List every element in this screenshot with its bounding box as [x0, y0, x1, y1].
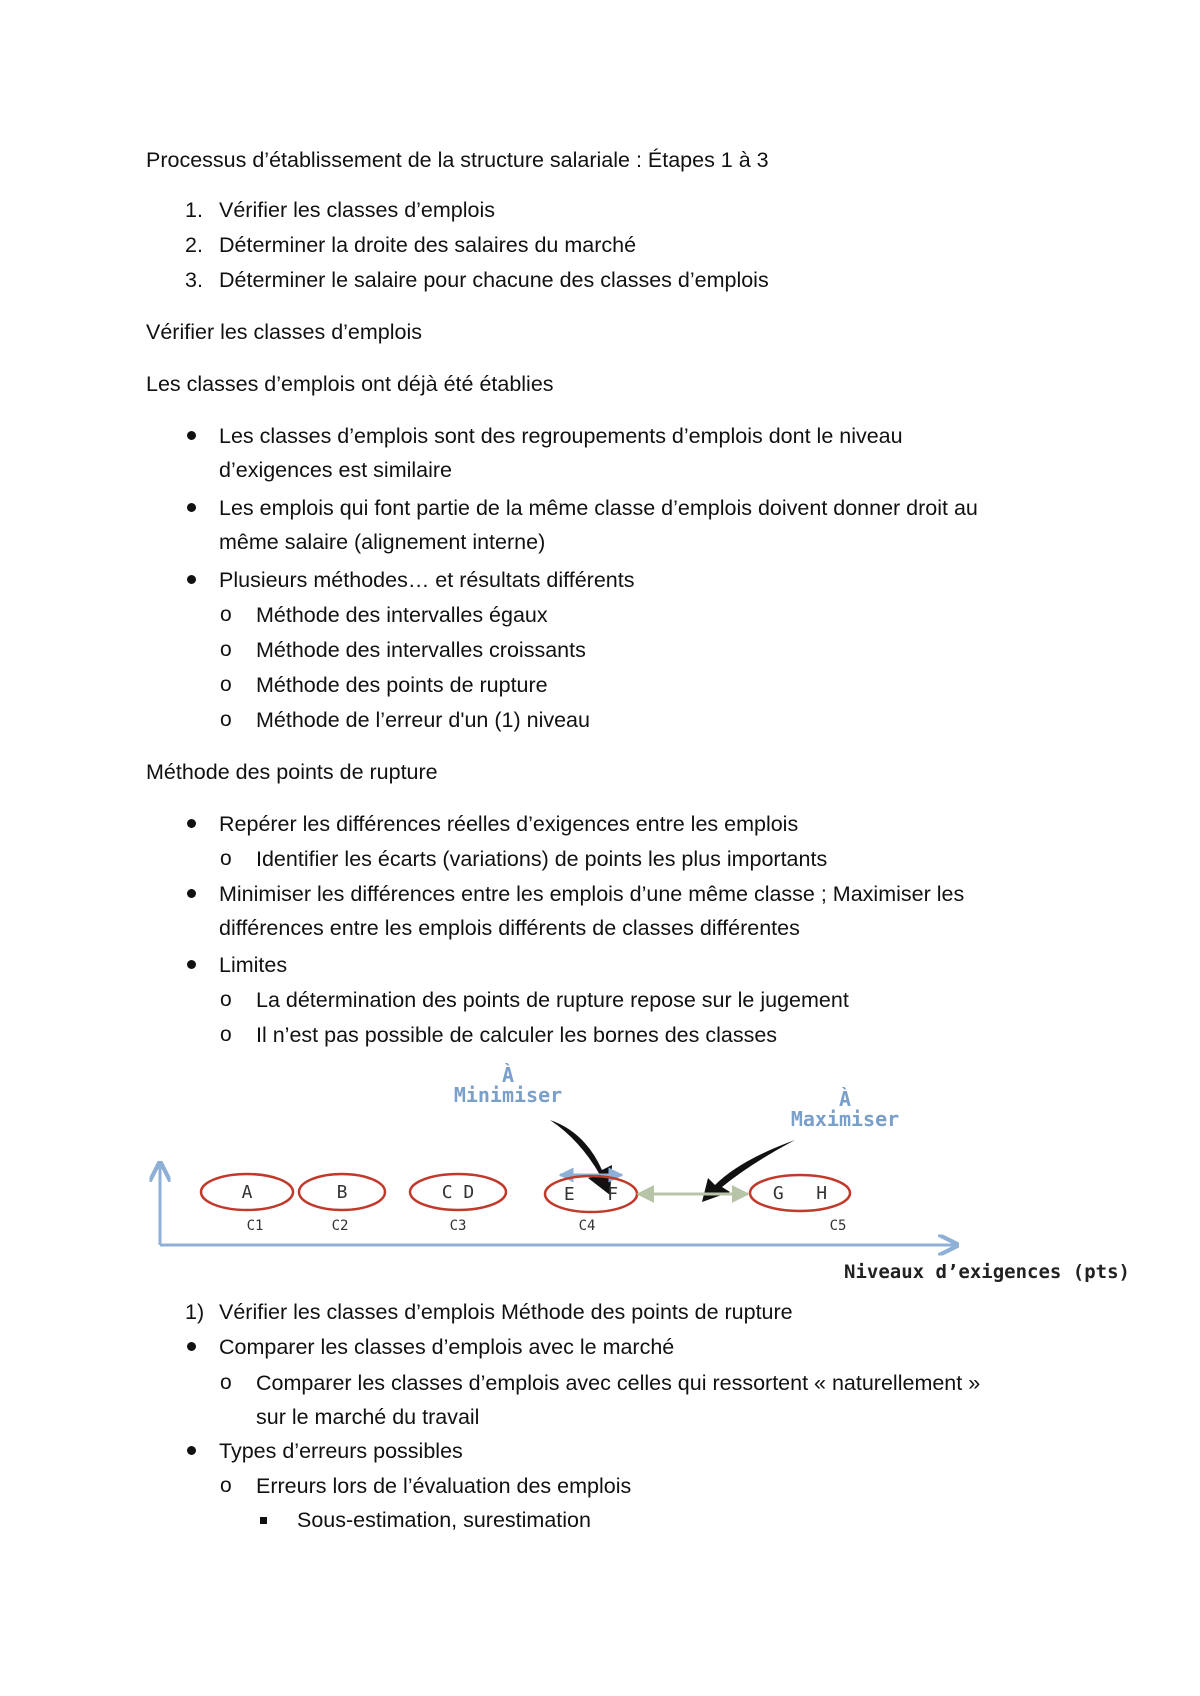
- sub-bullet-text: Identifier les écarts (variations) de points les plus importants: [256, 847, 828, 871]
- sub-sub-bullet-square: [260, 1517, 267, 1524]
- job-letters: B: [336, 1182, 348, 1203]
- list-item: Vérifier les classes d’emplois Méthode des points de rupture: [219, 1300, 793, 1324]
- sub-sub-bullet-text: Sous-estimation, surestimation: [297, 1508, 591, 1532]
- job-letters: G H: [772, 1183, 828, 1204]
- sub-bullet-text: La détermination des points de rupture repose sur le jugement: [256, 988, 849, 1012]
- class-label: C2: [331, 1218, 349, 1234]
- bullet-text: Plusieurs méthodes… et résultats différents: [219, 568, 635, 592]
- minimize-label: Minimiser: [453, 1083, 563, 1107]
- step-number: 3.: [185, 268, 203, 292]
- document-heading: Processus d’établissement de la structure salariale : Étapes 1 à 3: [146, 148, 769, 172]
- sub-bullet-text: Méthode des points de rupture: [256, 673, 548, 697]
- class-label: C4: [578, 1218, 596, 1234]
- step-item: Déterminer la droite des salaires du marché: [219, 233, 637, 257]
- step-number: 1.: [185, 198, 203, 222]
- bullet-dot: [187, 431, 196, 440]
- bullet-dot: [187, 575, 196, 584]
- bullet-dot: [187, 1446, 196, 1455]
- break-points-diagram: [140, 1060, 1140, 1290]
- job-letters: E F: [563, 1184, 619, 1205]
- job-letters: C D: [441, 1182, 475, 1203]
- class-label: C3: [449, 1218, 467, 1234]
- job-letters: A: [241, 1182, 253, 1203]
- bullet-text: même salaire (alignement interne): [219, 530, 546, 554]
- step-item: Déterminer le salaire pour chacune des classes d’emplois: [219, 268, 769, 292]
- section-title: Vérifier les classes d’emplois: [146, 320, 423, 344]
- bullet-dot: [187, 960, 196, 969]
- step-item: Vérifier les classes d’emplois: [219, 198, 496, 222]
- bullet-text: Repérer les différences réelles d’exigences entre les emplois: [219, 812, 799, 836]
- bullet-text: Types d’erreurs possibles: [219, 1439, 463, 1463]
- sub-bullet-circle: o: [220, 673, 232, 696]
- class-label: C5: [829, 1218, 847, 1234]
- bullet-dot: [187, 819, 196, 828]
- maximize-label: Maximiser: [790, 1107, 900, 1131]
- sub-bullet-circle: o: [220, 638, 232, 661]
- section-subtitle: Les classes d’emplois ont déjà été établies: [146, 372, 554, 396]
- sub-bullet-text: Il n’est pas possible de calculer les bornes des classes: [256, 1023, 778, 1047]
- sub-bullet-text: sur le marché du travail: [256, 1405, 480, 1429]
- sub-bullet-circle: o: [220, 988, 232, 1011]
- sub-bullet-text: Erreurs lors de l’évaluation des emplois: [256, 1474, 632, 1498]
- bullet-text: différences entre les emplois différents de classes différentes: [219, 916, 800, 940]
- class-label: C1: [246, 1218, 264, 1234]
- sub-bullet-circle: o: [220, 847, 232, 870]
- step-number: 2.: [185, 233, 203, 257]
- bullet-text: Limites: [219, 953, 288, 977]
- bullet-dot: [187, 889, 196, 898]
- bullet-text: Les classes d’emplois sont des regroupements d’emplois dont le niveau: [219, 424, 903, 448]
- section-title: Méthode des points de rupture: [146, 760, 438, 784]
- list-number: 1): [185, 1300, 205, 1324]
- sub-bullet-circle: o: [220, 1023, 232, 1046]
- sub-bullet-text: Comparer les classes d’emplois avec celles qui ressortent « naturellement »: [256, 1371, 981, 1395]
- bullet-dot: [187, 503, 196, 512]
- bullet-text: Les emplois qui font partie de la même classe d’emplois doivent donner droit au: [219, 496, 978, 520]
- sub-bullet-circle: o: [220, 708, 232, 731]
- x-axis-label: Niveaux d’exigences (pts): [844, 1261, 1130, 1283]
- sub-bullet-text: Méthode de l’erreur d'un (1) niveau: [256, 708, 590, 732]
- sub-bullet-text: Méthode des intervalles égaux: [256, 603, 548, 627]
- bullet-text: Minimiser les différences entre les emplois d’une même classe ; Maximiser les: [219, 882, 965, 906]
- maximize-label-accent: À: [838, 1087, 852, 1111]
- sub-bullet-circle: o: [220, 1474, 232, 1497]
- bullet-dot: [187, 1342, 196, 1351]
- sub-bullet-text: Méthode des intervalles croissants: [256, 638, 586, 662]
- bullet-text: Comparer les classes d’emplois avec le marché: [219, 1335, 675, 1359]
- bullet-text: d’exigences est similaire: [219, 458, 453, 482]
- minimize-label-accent: À: [501, 1063, 515, 1087]
- sub-bullet-circle: o: [220, 603, 232, 626]
- sub-bullet-circle: o: [220, 1371, 232, 1394]
